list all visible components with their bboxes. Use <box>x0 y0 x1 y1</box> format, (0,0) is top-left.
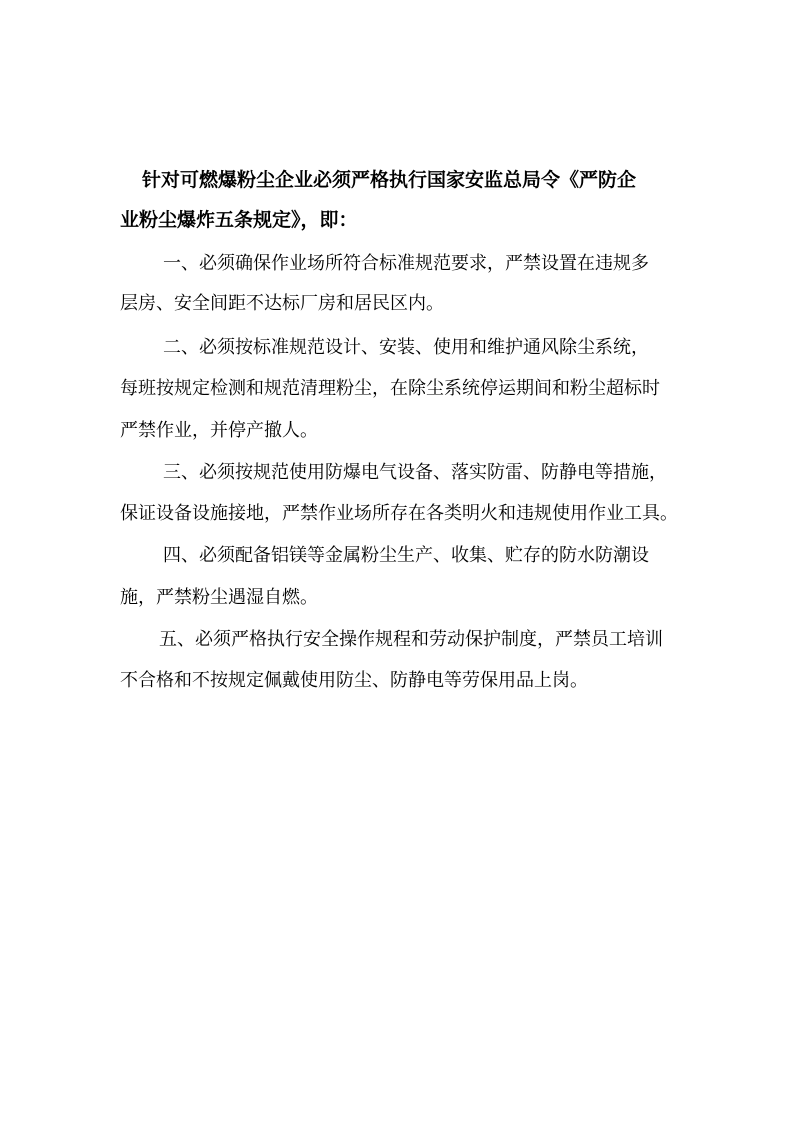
rule-2-line-3: 严禁作业，并停产撤人。 <box>120 420 318 441</box>
rule-4-line-2: 施，严禁粉尘遇湿自燃。 <box>120 587 318 608</box>
rule-5-line-2: 不合格和不按规定佩戴使用防尘、防静电等劳保用品上岗。 <box>120 670 588 691</box>
intro-line-2: 业粉尘爆炸五条规定》，即： <box>120 209 358 231</box>
rule-2-line-2: 每班按规定检测和规范清理粉尘，在除尘系统停运期间和粉尘超标时 <box>120 378 660 399</box>
rule-4-line-1: 四、必须配备铝镁等金属粉尘生产、收集、贮存的防水防潮设 <box>163 545 649 566</box>
intro-line-1: 针对可燃爆粉尘企业必须严格执行国家安监总局令《严防企 <box>142 169 637 191</box>
rule-3-line-2: 保证设备设施接地，严禁作业场所存在各类明火和违规使用作业工具。 <box>120 503 678 524</box>
rule-3-line-1: 三、必须按规范使用防爆电气设备、落实防雷、防静电等措施， <box>163 462 667 483</box>
rule-5-line-1: 五、必须严格执行安全操作规程和劳动保护制度，严禁员工培训 <box>159 629 663 650</box>
rule-2-line-1: 二、必须按标准规范设计、安装、使用和维护通风除尘系统， <box>163 337 649 358</box>
rule-1-line-1: 一、必须确保作业场所符合标准规范要求，严禁设置在违规多 <box>163 253 649 274</box>
rule-1-line-2: 层房、安全间距不达标厂房和居民区内。 <box>120 293 444 314</box>
